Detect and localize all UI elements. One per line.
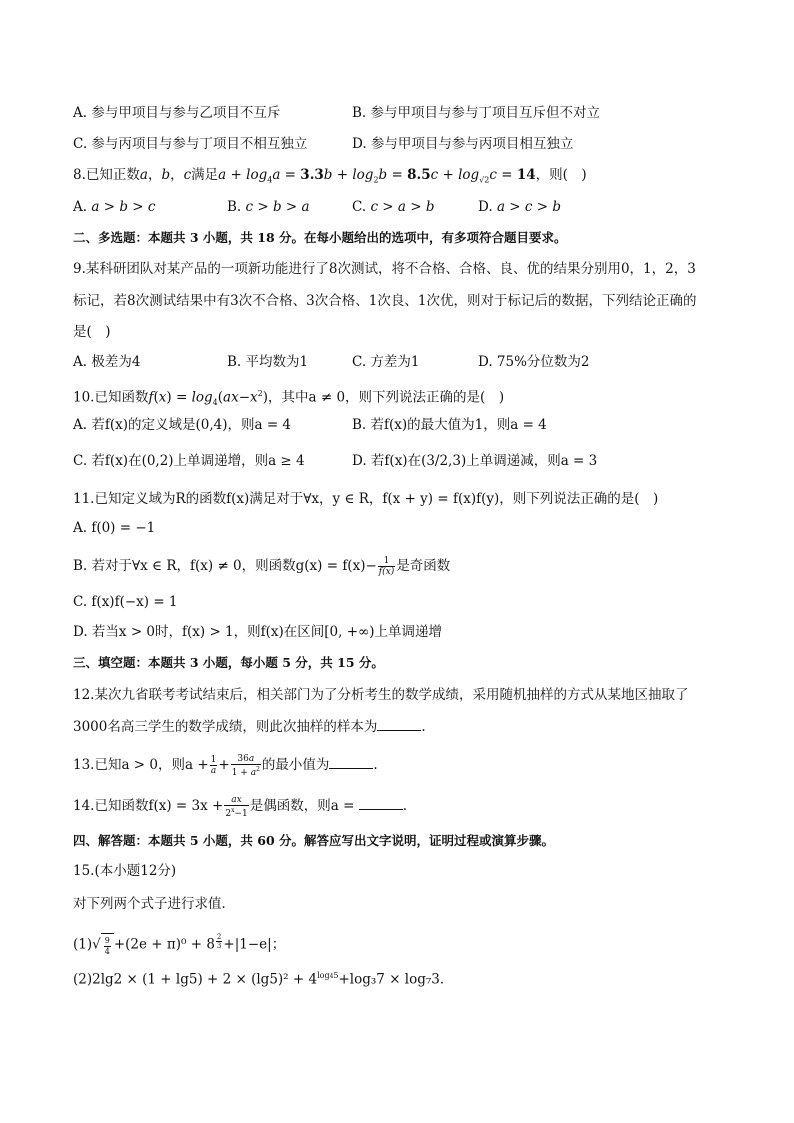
q10-option-a: A. 若f(x)的定义域是(0,4)，则a = 4 — [73, 417, 292, 433]
q9-line1: 9.某科研团队对某产品的一项新功能进行了8次测试，将不合格、合格、良、优的结果分别用0，1，2，3 — [73, 261, 696, 277]
q11-stem: 11.已知定义域为R的函数f(x)满足对于∀x，y ∈ R，f(x + y) = f(x)f(y)，则下列说法正确的是( ) — [73, 491, 659, 507]
q11-option-b — [73, 556, 450, 577]
q15-p2-text: (2)2lg2 × (1 + lg5) + 2 × (lg5)² + 4 — [73, 971, 318, 988]
q12-line1: 12.某次九省联考考试结束后，相关部门为了分析考生的数学成绩，采用随机抽样的方式从某地区抽取了 — [73, 687, 689, 703]
q10-option-b: B. 若f(x)的最大值为1，则a = 4 — [352, 417, 547, 433]
q9-option-c: C. 方差为1 — [352, 354, 420, 370]
q15-p2-end: +log₃7 × log₇3． — [338, 971, 454, 988]
q11-option-c: C. f(x)f(−x) = 1 — [73, 594, 178, 610]
question-14: 14.已知函数f(x) = 3x + $\frac{ax}{2^x-1}$ 是偶函数，则a = . — [73, 794, 407, 819]
q15-intro: 对下列两个式子进行求值． — [73, 896, 235, 912]
q11-b-tail: 是奇函数 — [396, 558, 451, 574]
q13-answer-blank[interactable] — [329, 756, 373, 769]
q7-option-a: A. 参与甲项目与参与乙项目不互斥 — [73, 105, 281, 121]
q8-option-d: D. a > c > b — [478, 199, 562, 215]
q15-title: 15.(本小题12分) — [73, 863, 177, 879]
q8-suffix: ，则( ) — [535, 167, 587, 183]
q11-b-text: B. 若对于∀x ∈ R，f(x) ≠ 0，则函数g(x) = f(x)− — [73, 558, 377, 574]
q10-suffix: ，其中a ≠ 0，则下列说法正确的是( ) — [268, 389, 505, 406]
q8-option-c: C. c > a > b — [352, 199, 435, 215]
q7-option-c: C. 参与丙项目与参与丁项目不相互独立 — [73, 136, 308, 152]
q8-mid: 满足 — [191, 167, 219, 183]
q15-p1-end: +|1−e|； — [223, 936, 286, 953]
q9-line2: 标记，若8次测试结果中有3次不合格、3次合格、1次良、1次优，则对于标记后的数据，下列结论正确的 — [73, 293, 697, 309]
q13-prefix: 13.已知a > 0，则a + — [73, 757, 209, 773]
q9-option-b: B. 平均数为1 — [227, 354, 309, 370]
q15-part1: (1)√ $\frac{9}{4}$ +(2e + π)⁰ + 8 $^{\frac{2}{3}}$ +|1−e|； — [73, 928, 285, 960]
q10-prefix: 10.已知函数 — [73, 389, 149, 406]
q15-part2: $(2)2\lg 2 \times (1 + \lg 5) + 2 \times (\lg 5)^2 + 4^{log45}+\log_37 \times \log_73$． — [73, 971, 454, 988]
q11-fraction: $\frac{1}{f(x)}$ — [378, 556, 395, 577]
q12-line2 — [73, 717, 426, 737]
section-2-header: 二、多选题：本题共 3 小题，共 18 分。在每小题给出的选项中，有多项符合题目要求。 — [73, 230, 567, 245]
q14-answer-blank[interactable] — [359, 797, 403, 810]
q8-option-a: A. a > b > c — [73, 199, 156, 215]
section-4-header: 四、解答题：本题共 5 小题，共 60 分。解答应写出文字说明，证明过程或演算步骤。 — [73, 833, 555, 848]
q11-option-a: A. f(0) = −1 — [73, 520, 156, 536]
q10-option-c: C. 若f(x)在(0,2)上单调递增，则a ≥ 4 — [73, 453, 305, 469]
q15-p1-mid: +(2e + π)⁰ + 8 — [113, 936, 215, 953]
q9-option-a: A. 极差为4 — [73, 354, 141, 370]
q13-suffix: 的最小值为 — [261, 757, 330, 773]
q12-end: . — [421, 719, 426, 735]
q7-option-d: D. 参与甲项目与参与丙项目相互独立 — [352, 136, 574, 152]
q13-end: . — [373, 757, 378, 773]
q9-option-d: D. 75%分位数为2 — [478, 354, 590, 370]
question-13: 13.已知a > 0，则a + $\frac{1}{a}$ + $\frac{36a}{1 + a^2}$ 的最小值为 . — [73, 753, 378, 778]
question-8: 8.已知正数a，b，c满足$a + \log_4a = 3.3b + \log_2b = 8.5c + \log_{√2}c = 14$，则( ) — [73, 167, 587, 185]
q10-option-d: D. 若f(x)在(3/2,3)上单调递减，则a = 3 — [352, 453, 598, 469]
q14-suffix: 是偶函数，则a = — [249, 798, 359, 814]
q14-prefix: 14.已知函数f(x) = 3x + — [73, 798, 224, 814]
q9-line3: 是( ) — [73, 324, 111, 340]
q14-end: . — [402, 798, 407, 814]
q7-option-b: B. 参与甲项目与参与丁项目互斥但不对立 — [352, 105, 601, 121]
q8-option-b: B. c > b > a — [227, 199, 310, 215]
q15-p1-label: (1) — [73, 936, 93, 953]
q11-option-d: D. 若当x > 0时，f(x) > 1，则f(x)在区间[0, +∞)上单调递增 — [73, 624, 443, 640]
q8-prefix: 8.已知正数 — [73, 167, 140, 183]
q12-text: 3000名高三学生的数学成绩，则此次抽样的样本为 — [73, 719, 378, 735]
question-10: 10.已知函数$f(x) = \log_4(ax-x^2)$，其中a ≠ 0，则下列说法正确的是( ) — [73, 389, 505, 408]
q12-answer-blank[interactable] — [377, 718, 421, 731]
section-3-header: 三、填空题：本题共 3 小题，每小题 5 分，共 15 分。 — [73, 655, 384, 670]
